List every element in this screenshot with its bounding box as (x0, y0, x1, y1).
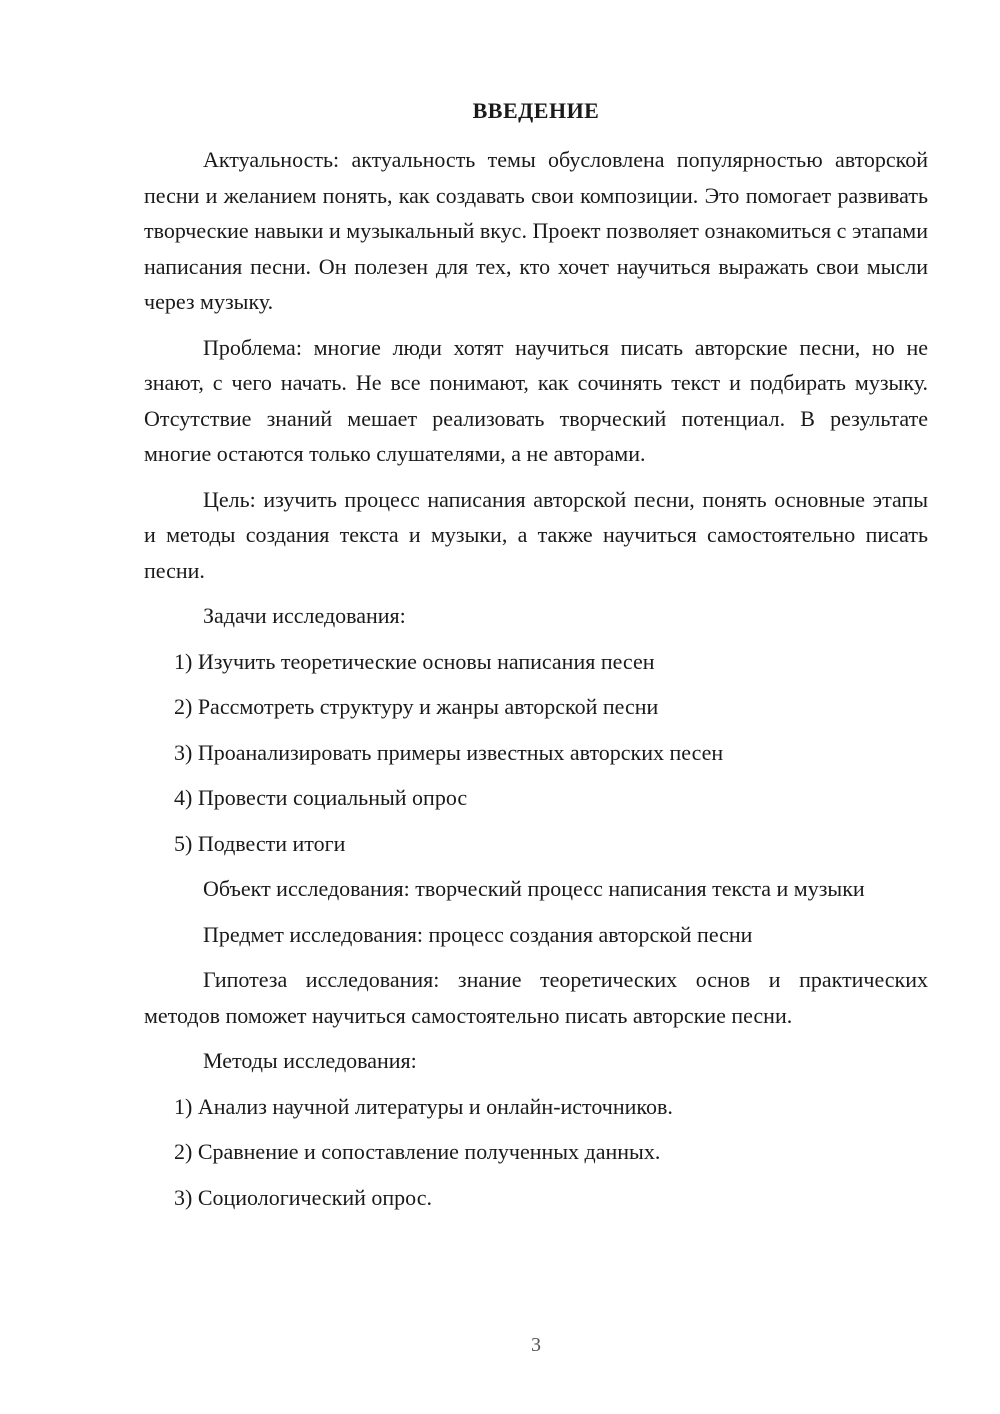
methods-heading: Методы исследования: (203, 1048, 417, 1073)
page-title: ВВЕДЕНИЕ (472, 98, 600, 123)
problem-paragraph: Проблема: многие люди хотят научиться писать авторские песни, но не знают, с чего начать. Не все понимают, как сочинять текст и подбирать музыку. Отсутствие знаний мешает реализовать творческий потенциал. В результате многие остаются только слушателями, а не авторами. (144, 334, 928, 466)
task-item: 3) Проанализировать примеры известных авторских песен (174, 739, 724, 765)
task-item: 4) Провести социальный опрос (174, 785, 468, 810)
document-body (144, 142, 928, 1225)
task-item: 5) Подвести итоги (174, 830, 346, 856)
subject-line: Предмет исследования: процесс создания авторской песни (203, 921, 753, 947)
relevance-paragraph: Актуальность: актуальность темы обусловлена популярностью авторской песни и желанием понять, как создавать свои композиции. Это помогает развивать творческие навыки и музыкальный вкус. Проект позволяет ознакомиться с этапами написания песни. Он полезен для тех, кто хочет научиться выражать свои мысли через музыку. (144, 147, 928, 314)
method-item: 3) Социологический опрос. (174, 1184, 432, 1210)
tasks-heading: Задачи исследования: (203, 603, 406, 628)
goal-paragraph: Цель: изучить процесс написания авторской песни, понять основные этапы и методы создания текста и музыки, а также научиться самостоятельно писать песни. (144, 486, 928, 583)
method-item: 2) Сравнение и сопоставление полученных данных. (174, 1139, 661, 1164)
page-number: 3 (531, 1334, 541, 1356)
hypothesis-paragraph: Гипотеза исследования: знание теоретических основ и практических методов поможет научиться самостоятельно писать авторские песни. (144, 967, 928, 1028)
task-item: 1) Изучить теоретические основы написания песен (174, 648, 655, 674)
task-item: 2) Рассмотреть структуру и жанры авторской песни (174, 694, 659, 719)
object-paragraph: Объект исследования: творческий процесс написания текста и музыки (203, 876, 865, 901)
method-item: 1) Анализ научной литературы и онлайн-источников. (174, 1093, 673, 1119)
